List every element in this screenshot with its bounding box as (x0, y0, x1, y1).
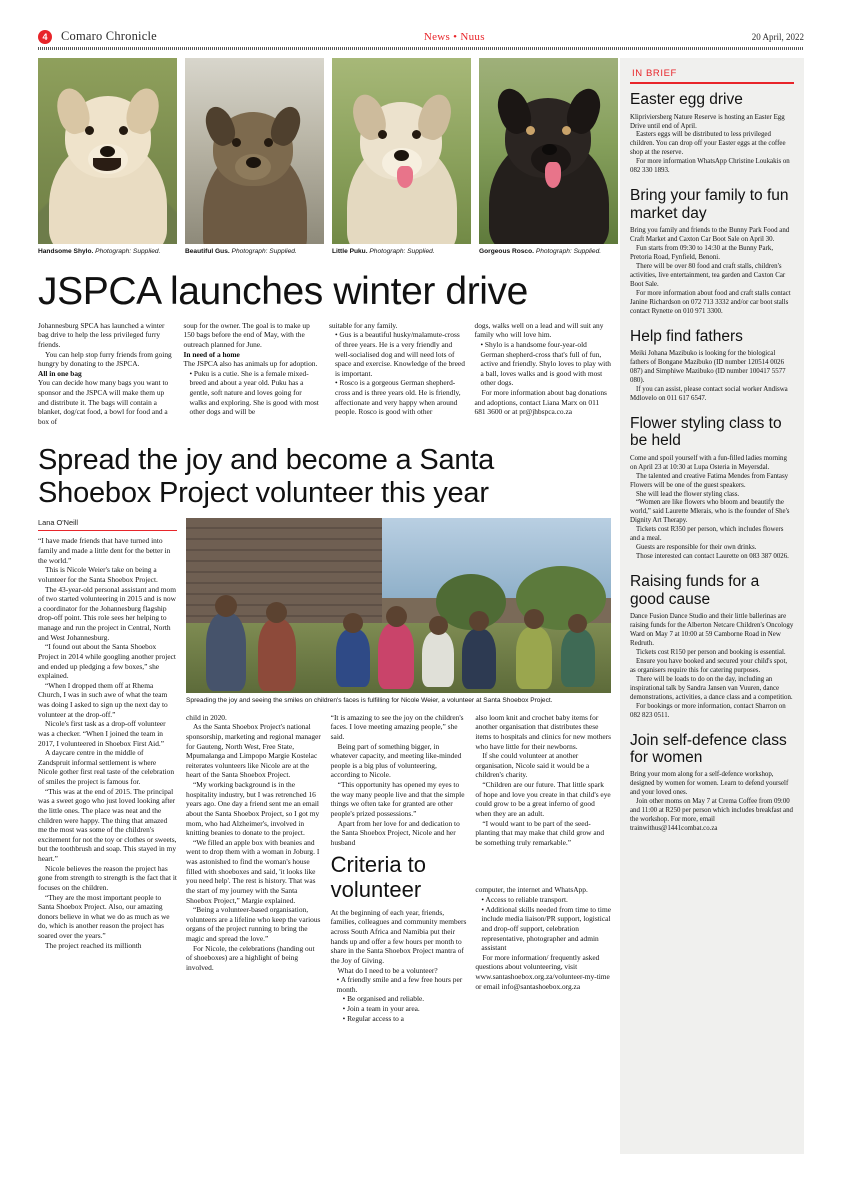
caption-credit: Photograph: Supplied. (95, 248, 161, 255)
sidebar-heading: Join self-defence class for women (630, 731, 787, 766)
byline-rule (38, 530, 177, 532)
paragraph: What do I need to be a volunteer? (337, 965, 438, 975)
paragraph: • Shylo is a handsome four-year-old German shepherd-cross that's full of fun, active and friendly. Shylo loves to play with a ball, loves walks and is good with most other dogs. (480, 339, 611, 388)
paragraph: • A friendly smile and a few free hours per month. (336, 975, 463, 994)
paragraph: Guests are responsible for their own drinks. (636, 544, 757, 552)
criteria-headline: Criteria to volunteer (330, 852, 427, 902)
santa-headline: Spread the joy and become a Santa Shoebox Project volunteer this year (38, 443, 495, 510)
paragraph: “This was at the end of 2015. The principal was a sweet gogo who just loved looking after the little ones. The place was neat and the children were happy. The thing that amazed me the most was some of the children's excitement for not the toy or clothes or sweets, but the toothbrush and soap. This stayed in my heart.” (38, 786, 177, 863)
paragraph: “I found out about the Santa Shoebox Project in 2014 while googling another project and ended up pledging a few boxes,” she explained. (38, 642, 176, 681)
paragraph: There will be over 80 food and craft stalls, children's activities, live entertainment, tea garden and Caxton Car Boot Sale. (630, 262, 786, 288)
santa-column-3 (331, 713, 467, 1024)
paragraph: • Puku is a cutie. She is a female mixed-breed and about a year old. Puku has a gentle, soft nature and loves going for walks and exploring. She is good with most other dogs and will be (189, 368, 319, 417)
paragraph: If she could volunteer at another organisation, Nicole said it would be a children's charity. (475, 751, 590, 780)
caption-title: Handsome Shylo. (38, 248, 94, 255)
subheading: All in one bag (38, 368, 82, 378)
paragraph: Those interested can contact Laurette on 083 387 0026. (636, 553, 789, 561)
paragraph: Johannesburg SPCA has launched a winter bag drive to help the less privileged furry friends. (38, 320, 165, 349)
paragraph: • Regular access to a (342, 1013, 404, 1023)
caption-credit: Photograph: Supplied. (369, 248, 435, 255)
caption-credit: Photograph: Supplied. (535, 248, 602, 255)
paragraph: “Women are like flowers who bloom and beautify the world,” said Laurette Mlerais, who is the founder of She's Dignity Art Therapy. (630, 499, 790, 525)
paragraph: Nicole's first task as a drop-off volunteer was a checker. “When I joined the team in 2017, I volunteered in Shoebox First Aid.” (38, 719, 166, 748)
caption-credit: Photograph: Supplied. (231, 248, 297, 255)
paragraph: The JSPCA also has animals up for adoption. (183, 359, 318, 369)
santa-photo-caption: Spreading the joy and seeing the smiles on children's faces is fulfilling for Nicole Weier, a volunteer at Santa Shoebox Project. (186, 696, 553, 704)
publication-title: Comaro Chronicle (61, 29, 157, 43)
photo-rosco-caption (479, 248, 618, 257)
paragraph: Apart from her love for and dedication to the Santa Shoebox Project, Nicole and her husband (330, 818, 460, 847)
paragraph: “I would want to be part of the seed-planting that may make that child grow and be something truly remarkable.” (475, 818, 605, 847)
paragraph: Nicole believes the reason the project has gone from strength to strength is the fact that it focuses on the children. (38, 863, 177, 892)
paragraph: Dance Fusion Dance Studio and their little ballerinas are raising funds for the Alberton Netcare Children's Oncology Ward on May 7 at 10:00 at 59 Camborne Road in New Redruth. (630, 612, 794, 647)
main-content (38, 58, 611, 1023)
santa-column-1 (38, 518, 177, 1024)
dog-photo-strip (38, 58, 611, 257)
in-brief-rule (630, 82, 794, 84)
paragraph: She will lead the flower styling class. (636, 490, 740, 498)
paragraph: • Join a team in your area. (342, 1004, 420, 1014)
paragraph: • Access to reliable transport. (481, 895, 568, 905)
in-brief-kicker: IN BRIEF (632, 68, 677, 79)
santa-right-block (186, 518, 611, 1024)
paragraph: “My working background is in the hospitality industry, but I was retrenched 16 years ago. One day a friend sent me an email about the Santa Shoebox Project, so I got my mom, who had Alzheimer's, involved in knitting beanies to donate to the project. (186, 780, 320, 838)
paragraph: Fun starts from 09:30 to 14:30 at the Bunny Park, Pretoria Road, Fynfield, Benoni. (630, 244, 774, 261)
jspca-column-2 (184, 321, 321, 427)
paragraph: For more information/ frequently asked questions about volunteering, visit www.santashoebox.org.za/volunteer-my-time or email info@santashoebox.org.za (475, 952, 610, 991)
paragraph: For Nicole, the celebrations (handing out of shoeboxes) are a highlight of being involved. (186, 943, 315, 972)
sidebar-item-flower-styling-class (630, 415, 794, 562)
photo-shylo (38, 58, 177, 257)
santa-column-4 (475, 713, 611, 1024)
santa-photo-image (186, 518, 611, 693)
sidebar-item-self-defence-class (630, 732, 794, 835)
paragraph: For more information WhatsApp Christine Loukakis on 082 330 1893. (630, 158, 790, 175)
paragraph: At the beginning of each year, friends, families, colleagues and community members across South Africa and Namibia put their hands up and offer a few hours per month to share in the Santa Shoebox Project mantra of the Joy of Giving. (330, 907, 467, 965)
paragraph: Tickets cost R150 per person and booking is essential. (636, 648, 786, 656)
paragraph: Bring you family and friends to the Bunny Park Food and Craft Market and Caxton Car Boot Sale on April 30. (630, 227, 790, 244)
paragraph: Tickets cost R350 per person, which includes flowers and a meal. (630, 526, 784, 543)
paragraph: As the Santa Shoebox Project's national sponsorship, marketing and regional manager for Gauteng, North West, Free State, Mpumalanga and Limpopo Margie Kostelac reiterates volunteers like Nicole are at the heart of the Santa Shoebox Project. (186, 722, 321, 780)
paragraph: You can decide how many bags you want to sponsor and the JSPCA will make them up and distribute it. The bags will contain a blanket, dog/cat food, a bowl for food and a box of (38, 378, 169, 426)
paragraph: • Gus is a beautiful husky/malamute-cross of three years. He is a very friendly and well-socialised dog and will need lots of space and exercise. Knowledge of the breed is important. (335, 330, 465, 378)
paragraph: “I have made friends that have turned into family and made a little dent for the better in the world.” (38, 536, 171, 565)
caption-title: Gorgeous Rosco. (479, 248, 534, 255)
paragraph: For more information about food and craft stalls contact Janine Richardson on 072 713 3332 and/or car boot stalls contact Rynette on 010 971 3300. (630, 289, 791, 315)
paragraph: also loom knit and crochet baby items for another organisation that distributes these items to hospitals and clinics for new mothers who have little for their newborns. (475, 712, 612, 751)
photo-puku-image (332, 58, 471, 244)
section-label: News • Nuus (423, 30, 485, 43)
jspca-headline: JSPCA launches winter drive (38, 269, 528, 313)
paragraph: Being part of something bigger, in whatever capacity, and meeting like-minded people is a big plus of volunteering, according to Nicole. (330, 741, 462, 780)
paragraph: soup for the owner. The goal is to make up 150 bags before the end of May, with the outreach planned for June. (183, 320, 310, 349)
paragraph: Easters eggs will be distributed to less privileged children. You can drop off your Easter eggs at the coffee shop at the reserve. (630, 131, 786, 157)
paragraph: • Be organised and reliable. (342, 994, 425, 1004)
paragraph: The talented and creative Fatima Mendes from Fantasy Flowers will be one of the guest speakers. (630, 472, 789, 489)
paragraph: “Being a volunteer-based organisation, volunteers are a lifeline who keep the various organs of the project running to bring the magic and spread the love.” (186, 905, 321, 944)
photo-shylo-caption (38, 248, 177, 257)
paragraph: “It is amazing to see the joy on the children's faces. I love meeting amazing people,” she said. (330, 712, 464, 741)
paragraph: If you can assist, please contact social worker Andiswa Mdlovelo on 011 617 6547. (630, 385, 788, 402)
paragraph: There will be loads to do on the day, including an inspirational talk by Sandra Jansen van Vuuren, dance demonstrations, activities, a dance class and a competition. (630, 675, 793, 701)
sidebar-item-easter-egg-drive (630, 91, 794, 176)
paragraph: Join other moms on May 7 at Crema Coffee from 09:00 and 11:00 at R250 per person which includes breakfast and the workshop. For more, email trainwithus@1441combat.co.za (630, 798, 793, 833)
masthead-divider (38, 47, 804, 50)
photo-rosco (479, 58, 618, 257)
paragraph: computer, the internet and WhatsApp. (475, 885, 588, 895)
sidebar-item-help-find-fathers (630, 328, 794, 404)
jspca-column-1 (38, 321, 175, 427)
paragraph: You can help stop furry friends from going hungry by donating to the JSPCA. (38, 349, 172, 369)
paragraph: “This opportunity has opened my eyes to the way many people live and that the simple things we often take for granted are other people's prized possessions.” (330, 780, 465, 818)
sidebar-heading: Bring your family to fun market day (630, 187, 789, 222)
jspca-columns (38, 321, 611, 427)
paragraph: For more information about bag donations and adoptions, contact Liana Marx on 011 681 3600 or at pr@jhbspca.co.za (474, 388, 607, 417)
masthead (38, 28, 804, 52)
sidebar-heading: Easter egg drive (630, 91, 743, 109)
sidebar-heading: Flower styling class to be held (630, 414, 782, 450)
sidebar-item-fun-market-day (630, 187, 794, 316)
caption-title: Beautiful Gus. (185, 248, 230, 255)
byline: Lana O'Neill (38, 517, 79, 527)
paragraph: Klipriviersberg Nature Reserve is hosting an Easter Egg Drive until end of April. (630, 113, 785, 130)
paragraph: “When I dropped them off at Rhema Church, I was in such awe of what the team was doing I asked to sign up the next day to volunteer at the drop-off.” (38, 680, 168, 719)
paragraph: Bring your mom along for a self-defence workshop, designed by women for women. Learn to defend yourself and your loved ones. (630, 771, 789, 797)
in-brief-sidebar (620, 58, 804, 1154)
santa-column-2 (186, 713, 322, 1024)
photo-rosco-image (479, 58, 618, 244)
paragraph: Come and spoil yourself with a fun-filled ladies morning on April 23 at 10:30 at Lupa Osteria in Meyersdal. (630, 454, 787, 471)
paragraph: “We filled an apple box with beanies and went to drop them with a woman in Joburg. I was astonished to find the woman's house filled with shoeboxes and said, 'it looks like you need help'. The rest is history. That was the start of my journey with the Santa Shoebox Project,” Margie explained. (186, 837, 320, 905)
paragraph: dogs, walks well on a lead and will suit any family who will love him. (474, 320, 604, 340)
paragraph: “They are the most important people to Santa Shoebox Project. Also, our amazing donors believe in what we do as much as we do, which is another reason the project has soared over the years.” (38, 892, 170, 940)
page-number-badge: 4 (38, 30, 52, 44)
sidebar-item-raising-funds (630, 573, 794, 720)
paragraph: The 43-year-old personal assistant and mom of two started volunteering in 2015 and is now a coordinator for the Johannesburg flagship drop-off point. This role sees her helping to manage and run the project in Central, North and West Johannesburg. (38, 584, 176, 642)
paragraph: Ensure you have booked and secured your child's spot, as organisers require this for catering purposes. (630, 657, 788, 674)
paragraph: The project reached its millionth (45, 940, 142, 950)
photo-gus (185, 58, 324, 257)
paragraph: For bookings or more information, contact Sharron on 082 823 0511. (630, 702, 786, 719)
sidebar-heading: Help find fathers (630, 327, 743, 345)
issue-date: 20 April, 2022 (751, 31, 804, 42)
paragraph: • Rosco is a gorgeous German shepherd-cross and is three years old. He is friendly, affectionate and very happy when around people. Rosco is good with other (335, 378, 461, 417)
photo-shylo-image (38, 58, 177, 244)
photo-gus-caption (185, 248, 324, 257)
photo-puku-caption (332, 248, 471, 257)
paragraph: child in 2020. (186, 712, 227, 722)
paragraph: suitable for any family. (329, 320, 398, 330)
paragraph: This is Nicole Weier's take on being a volunteer for the Santa Shoebox Project. (38, 565, 158, 584)
caption-title: Little Puku. (332, 248, 368, 255)
photo-puku (332, 58, 471, 257)
subheading: In need of a home (183, 349, 240, 359)
paragraph: Meiki Johana Mazibuko is looking for the biological fathers of Bongane Mazibuko (ID number 120514 0026 087) and Simphiwe Mazibuko (ID number 100417 5577 080). (630, 350, 786, 384)
jspca-column-3 (329, 321, 466, 427)
paragraph: A daycare centre in the middle of Zandspruit informal settlement is where Nicole gother first real taste of the celebration of smiles the project is famous for. (38, 748, 175, 786)
photo-gus-image (185, 58, 324, 244)
jspca-column-4 (475, 321, 612, 427)
paragraph: • Additional skills needed from time to time include media liaison/PR support, logistical and drop-off support, celebration representative, photographer and admin assistant (481, 904, 611, 953)
paragraph: “Children are our future. That little spark of hope and love you create in that child's eye could grow to be a great inferno of good when they are an adult. (475, 780, 611, 818)
sidebar-heading: Raising funds for a good cause (630, 573, 760, 608)
